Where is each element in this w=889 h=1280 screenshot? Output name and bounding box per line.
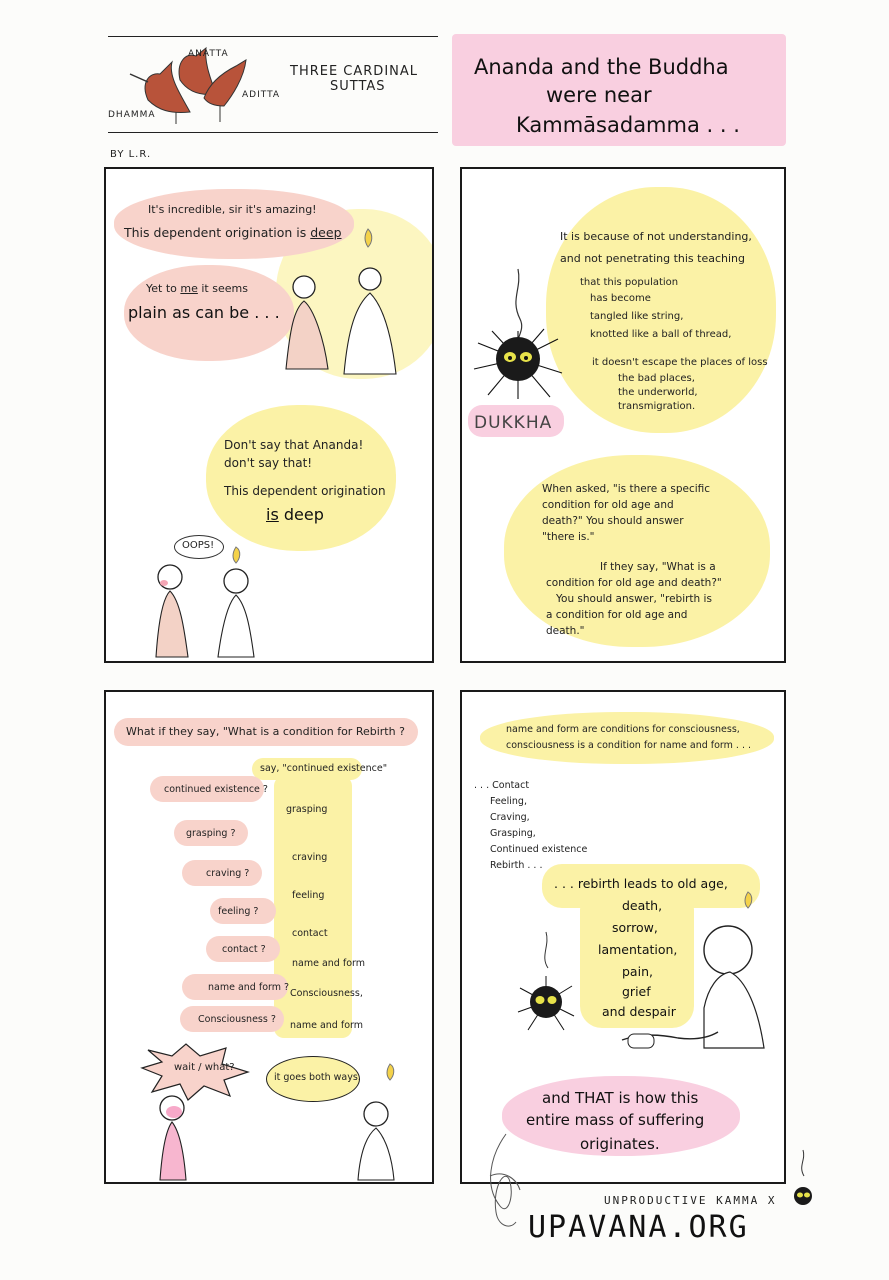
- p1-reply3: This dependent origination: [224, 484, 386, 498]
- p2-answer9: death.": [546, 625, 585, 637]
- p1-reply2: don't say that!: [224, 456, 313, 470]
- p3-a1: grasping: [286, 804, 328, 815]
- p2-line5: tangled like string,: [590, 311, 684, 322]
- p1-line2: This dependent origination is deep: [124, 225, 342, 240]
- p4-top2: consciousness is a condition for name and form . . .: [506, 740, 752, 751]
- p3-a7: name and form: [290, 1020, 364, 1031]
- p2-line10: transmigration.: [618, 401, 696, 412]
- p4-top1: name and form are conditions for consciousness,: [506, 724, 740, 735]
- banner-line2: were near: [546, 83, 652, 107]
- p3-say-line: say, "continued existence": [260, 763, 388, 774]
- p1-reply4: is deep: [266, 505, 324, 524]
- p2-line8: the bad places,: [618, 373, 695, 384]
- p1-line1: It's incredible, sir it's amazing!: [148, 203, 317, 216]
- p4-chain3: Craving,: [490, 812, 530, 823]
- monks-illustration: [276, 249, 416, 379]
- footer-site-link[interactable]: UPAVANA.ORG: [528, 1210, 749, 1245]
- kamma-creature-icon: [790, 1150, 816, 1210]
- bird-label-anatta: ANATTA: [188, 49, 229, 59]
- banner-line3: Kammāsadamma . . .: [516, 113, 740, 137]
- banner-line1: Ananda and the Buddha: [474, 55, 729, 79]
- p2-line3: that this population: [580, 277, 679, 288]
- p2-line7: it doesn't escape the places of loss: [592, 357, 768, 368]
- p3-a6: Consciousness,: [290, 988, 363, 999]
- p2-line1: It is because of not understanding,: [560, 230, 752, 243]
- p3-q4: feeling ?: [218, 906, 259, 917]
- p4-lead3: sorrow,: [612, 920, 658, 935]
- p3-q2: grasping ?: [186, 828, 236, 839]
- byline: BY L.R.: [110, 149, 152, 160]
- footer-tagline: UNPRODUCTIVE KAMMA X: [604, 1194, 777, 1207]
- bird-label-dhamma: DHAMMA: [108, 110, 156, 120]
- panel-1: [104, 167, 434, 663]
- p4-chain6: Rebirth . . .: [490, 860, 543, 871]
- p1-line3: Yet to me it seems: [146, 282, 248, 295]
- p4-lead5: pain,: [622, 964, 653, 979]
- p4-final2: entire mass of suffering: [526, 1111, 705, 1129]
- signature-mark: [480, 1126, 530, 1236]
- p1-reply1: Don't say that Ananda!: [224, 438, 364, 452]
- p3-q5: contact ?: [222, 944, 266, 955]
- p4-final3: originates.: [580, 1135, 660, 1153]
- p3-q3: craving ?: [206, 868, 250, 879]
- monks-small-illustration: [150, 537, 290, 657]
- p3-a4: contact: [292, 928, 328, 939]
- p3-question: What if they say, "What is a condition for Rebirth ?: [126, 725, 405, 738]
- p4-lead4: lamentation,: [598, 942, 678, 957]
- p4-chain4: Grasping,: [490, 828, 536, 839]
- dukkha-label: DUKKHA: [474, 413, 553, 433]
- p2-answer3: death?" You should answer: [542, 515, 684, 527]
- p4-final1: and THAT is how this: [542, 1089, 699, 1107]
- p2-answer6: condition for old age and death?": [546, 577, 722, 589]
- buddha-pointing-illustration: [618, 888, 778, 1048]
- p3-wait: wait / what?: [174, 1062, 235, 1073]
- dukkha-creature-small-icon: [518, 932, 574, 1032]
- p4-chain5: Continued existence: [490, 844, 588, 855]
- p2-answer4: "there is.": [542, 531, 595, 543]
- p2-answer7: You should answer, "rebirth is: [556, 593, 712, 605]
- header-rule-top: [108, 36, 438, 37]
- p2-line4: has become: [590, 293, 651, 304]
- bird-label-aditta: ADITTA: [242, 90, 281, 100]
- p4-lead7: and despair: [602, 1004, 676, 1019]
- series-title-line1: THREE CARDINAL: [290, 64, 419, 79]
- p3-a3: feeling: [292, 890, 325, 901]
- p4-lead1: . . . rebirth leads to old age,: [554, 876, 728, 891]
- p2-answer8: a condition for old age and: [546, 609, 688, 621]
- p4-chain1: . . . Contact: [474, 780, 530, 791]
- p2-answer1: When asked, "is there a specific: [542, 483, 711, 495]
- p1-line4: plain as can be . . .: [128, 303, 280, 322]
- p2-line9: the underworld,: [618, 387, 698, 398]
- p3-q7: Consciousness ?: [198, 1014, 276, 1025]
- header-rule-bottom: [108, 132, 438, 133]
- series-title-line2: SUTTAS: [330, 79, 386, 94]
- p4-chain2: Feeling,: [490, 796, 527, 807]
- monks-bottom-illustration: [146, 1088, 396, 1178]
- p3-a5: name and form: [292, 958, 366, 969]
- panel-3: [104, 690, 434, 1184]
- p2-line6: knotted like a ball of thread,: [590, 329, 732, 340]
- p3-both-ways: it goes both ways.: [274, 1072, 361, 1083]
- panel-4: [460, 690, 786, 1184]
- p2-answer2: condition for old age and: [542, 499, 674, 511]
- p3-q1: continued existence ?: [164, 784, 268, 795]
- p3-a2: craving: [292, 852, 328, 863]
- oops-text: OOPS!: [182, 540, 215, 551]
- p4-lead2: death,: [622, 898, 663, 913]
- p2-line2: and not penetrating this teaching: [560, 252, 746, 265]
- p3-q6: name and form ?: [208, 982, 290, 993]
- dukkha-creature-icon: [470, 269, 566, 409]
- p2-answer5: If they say, "What is a: [600, 561, 716, 573]
- p4-lead6: grief: [622, 984, 651, 999]
- panel-2: [460, 167, 786, 663]
